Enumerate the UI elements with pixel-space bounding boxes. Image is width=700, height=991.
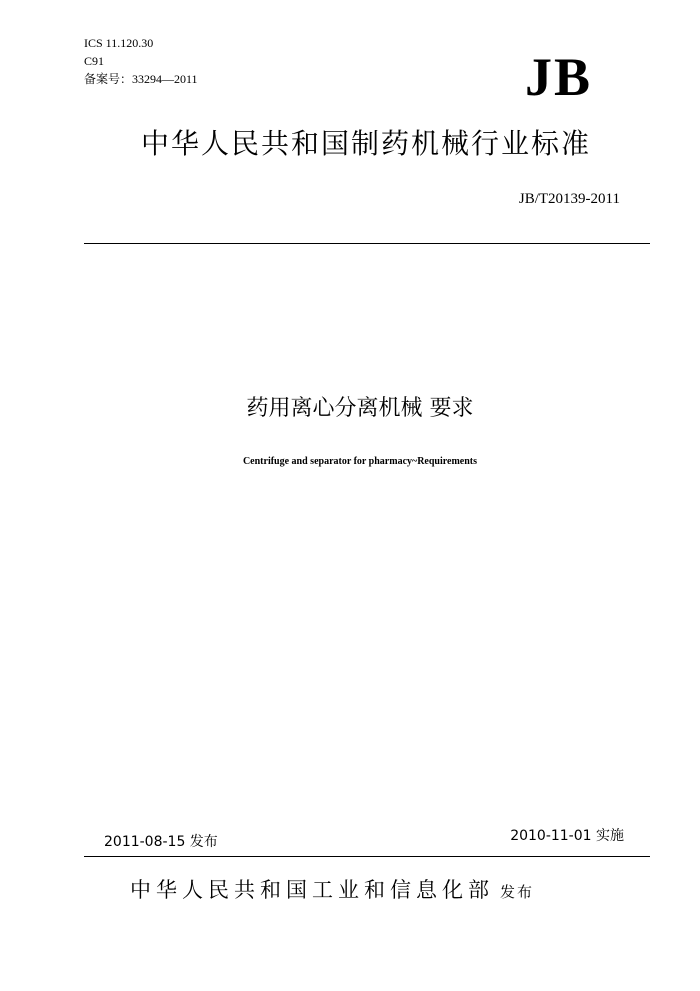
document-title-chinese: 药用离心分离机械 要求 [246,396,474,421]
standard-number: JB/T20139-2011 [518,191,620,207]
issuer-name: 中华人民共和国工业和信息化部 [130,878,494,902]
jb-logo: JB [525,47,593,107]
issuer-suffix: 发布 [500,883,535,901]
record-number: 备案号：33294—2011 [84,72,198,86]
document-title-english: Centrifuge and separator for pharmacy~Requirements [242,456,478,467]
standard-organization-title: 中华人民共和国制药机械行业标准 [140,127,591,160]
top-divider [84,243,650,244]
bottom-divider [84,856,650,857]
issuer-line [130,874,534,908]
ccs-code: C91 [84,54,105,68]
effective-date: 2010-11-01 实施 [510,828,624,844]
issue-date: 2011-08-15 发布 [104,834,218,850]
ics-code: ICS 11.120.30 [84,36,154,50]
